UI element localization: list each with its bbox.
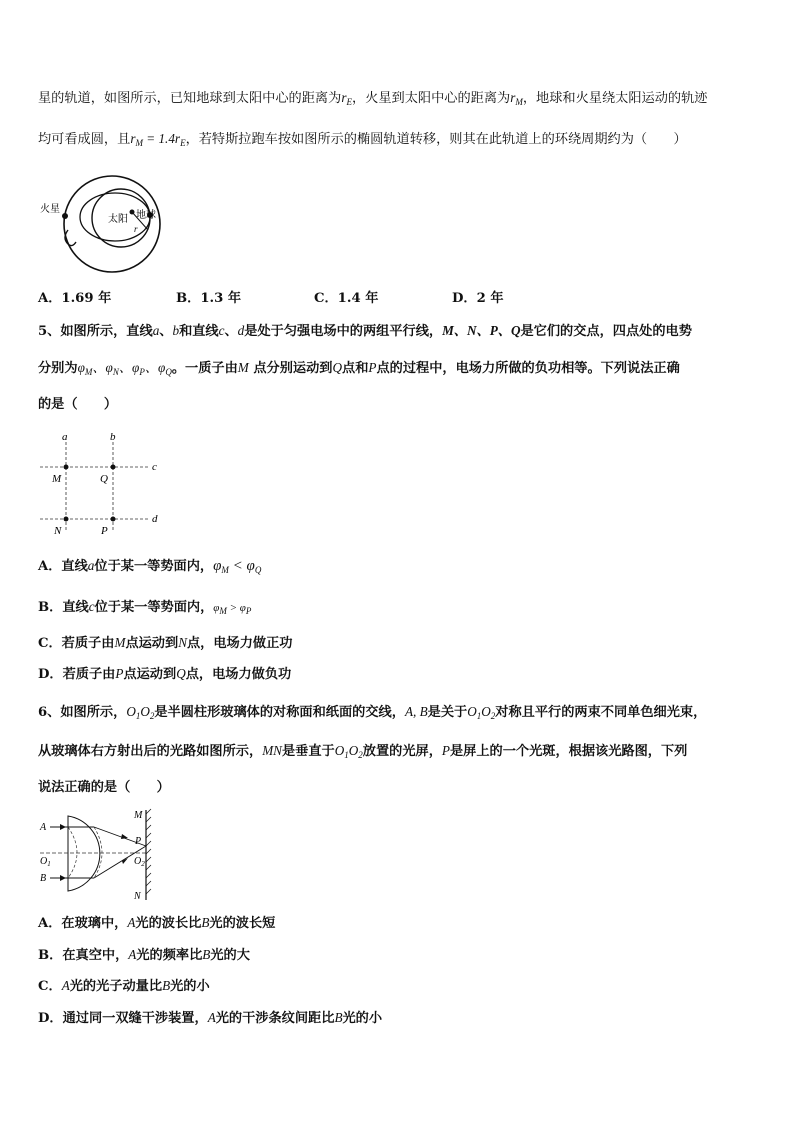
math-rE: $r_E$: [341, 90, 352, 107]
q6-optics-figure: [38, 806, 168, 906]
math-MN: MN: [262, 743, 282, 758]
q6-opt-text: 光的小: [342, 1011, 383, 1026]
q4-option-d[interactable]: D．2 年: [452, 291, 504, 306]
q5-opt-text: 点，电场力做正功: [186, 636, 293, 651]
math-B: B: [334, 1010, 343, 1025]
arrow-B: [60, 875, 66, 881]
label-M: M: [52, 473, 62, 485]
math-P: P: [115, 666, 124, 681]
math-B: B: [202, 947, 211, 962]
q4-stem-line-1: [38, 89, 707, 111]
label-M: M: [134, 810, 143, 821]
math-b: b: [172, 323, 180, 338]
q6-opt-text: D．通过同一双缝干涉装置，: [38, 1011, 208, 1026]
q5-text: 是它们的交点，四点处的电势: [520, 324, 692, 339]
q6-text: 是关于: [427, 705, 468, 720]
q6-option-d[interactable]: [38, 1009, 382, 1028]
q6-opt-text: A．在玻璃中，: [38, 916, 128, 931]
math-M: M: [237, 360, 249, 375]
arrow-A: [60, 824, 66, 830]
label-P: P: [101, 525, 108, 537]
q5-opt-text: D．若质子由: [38, 667, 116, 682]
q5-text: 点和: [342, 361, 369, 376]
q4-option-a[interactable]: A．1.69 年: [38, 291, 112, 306]
q6-opt-text: 光的波长比: [135, 916, 202, 931]
q5-opt-text: C．若质子由: [38, 636, 115, 651]
label-O1: $O_1$: [40, 856, 51, 868]
label-N: N: [54, 525, 62, 537]
label-B: B: [40, 873, 47, 884]
q6-option-a[interactable]: [38, 914, 275, 933]
q6-text: 是垂直于: [281, 744, 335, 759]
math-O1O2: $O_1O_2$: [126, 704, 155, 721]
math-M: M: [114, 635, 126, 650]
q6-opt-text: 光的频率比: [136, 948, 203, 963]
q4-text: 均可看成圆，且: [38, 132, 131, 147]
q5-text: 点分别运动到: [248, 361, 333, 376]
q6-text: 放置的光屏，: [362, 744, 442, 759]
math-B: B: [162, 978, 171, 993]
math-P: P: [441, 743, 450, 758]
q6-opt-text: 光的波长短: [209, 916, 276, 931]
q6-opt-text: 光的小: [170, 979, 210, 994]
label-b: b: [110, 431, 116, 443]
q4-stem-line-2: [38, 130, 687, 152]
q4-orbit-figure: [36, 172, 176, 282]
q5-opt-text: 点运动到: [125, 636, 179, 651]
math-rM: $r_M$: [510, 90, 523, 107]
q4-text: ，若特斯拉跑车按如图所示的椭圆轨道转移，则其在此轨道上的环绕周期约为（ ）: [185, 132, 687, 147]
q4-option-c[interactable]: C．1.4 年: [314, 291, 379, 306]
math-O1O2: $O_1O_2$: [467, 704, 496, 721]
math-ineq: $\varphi_M > \varphi_P$: [213, 602, 252, 616]
q5-text: 和直线: [179, 324, 219, 339]
math-a: a: [87, 558, 95, 573]
q5-option-c[interactable]: [38, 634, 292, 653]
inner-dash-left: [68, 827, 77, 878]
q4-text: 星的轨道，如图所示，已知地球到太阳中心的距离为: [38, 91, 342, 106]
q5-opt-text: 位于某一等势面内，: [94, 559, 214, 574]
q5-stem-line-1: 5、如图所示，直线a、b和直线c、d是处于匀强电场中的两组平行线，M、N、P、Q是它们的交点，四点处的电势: [38, 323, 692, 339]
math-equation: $r_M = 1.4r_E$: [130, 131, 186, 148]
math-A: A: [128, 947, 137, 962]
q5-option-d[interactable]: [38, 665, 291, 684]
q5-option-a[interactable]: [38, 557, 261, 579]
q5-opt-text: 位于某一等势面内，: [94, 600, 214, 615]
r-label: r: [134, 224, 138, 234]
q6-stem-line-3: 说法正确的是（ ）: [38, 780, 170, 795]
label-P: P: [135, 836, 142, 847]
point-P: [111, 517, 116, 522]
math-ineq: $\varphi_M < \varphi_Q$: [213, 558, 262, 575]
mars-label: 火星: [40, 204, 60, 215]
q6-text: 从玻璃体右方射出后的光路如图所示，: [38, 744, 263, 759]
math-MNPQ: M、N、P、Q: [442, 323, 521, 338]
label-N: N: [134, 891, 141, 902]
q5-opt-text: A．直线: [38, 559, 88, 574]
q5-opt-text: 点，电场力做负功: [185, 667, 292, 682]
math-d: d: [237, 323, 245, 338]
q6-opt-text: 光的干涉条纹间距比: [215, 1011, 335, 1026]
math-AB: A, B: [404, 704, 428, 719]
math-potentials: $\varphi_M$、$\varphi_N$、$\varphi_P$、$\varphi_Q$: [77, 360, 172, 377]
q5-text: 5、如图所示，直线: [38, 324, 153, 339]
q6-option-b[interactable]: [38, 946, 250, 965]
earth-label: 地球: [136, 210, 156, 221]
math-N: N: [178, 635, 187, 650]
math-c: c: [88, 599, 95, 614]
math-A: A: [207, 1010, 216, 1025]
label-A: A: [40, 822, 47, 833]
q5-option-b[interactable]: [38, 598, 251, 620]
math-A: A: [61, 978, 70, 993]
q4-option-b[interactable]: B．1.3 年: [176, 291, 242, 306]
q5-text: 是处于匀强电场中的两组平行线，: [244, 324, 443, 339]
q5-opt-text: 点运动到: [123, 667, 177, 682]
q6-opt-text: C．: [38, 979, 62, 994]
mars-dot: [62, 213, 68, 219]
label-c: c: [152, 461, 157, 473]
q6-text: 是半圆柱形玻璃体的对称面和纸面的交线，: [154, 705, 405, 720]
label-Q: Q: [100, 473, 108, 485]
q5-text: 分别为: [38, 361, 78, 376]
q5-stem-line-3: 的是（ ）: [38, 397, 118, 412]
q6-text: 6、如图所示，: [38, 705, 127, 720]
q6-stem-line-2: [38, 742, 687, 764]
q5-field-figure: [38, 430, 168, 540]
math-c: c: [218, 323, 225, 338]
label-O2: $O_2$: [134, 856, 145, 868]
q6-text: 对称且平行的两束不同单色细光束，: [495, 705, 707, 720]
point-N: [64, 517, 69, 522]
label-d: d: [152, 513, 158, 525]
math-O1O2: $O_1O_2$: [334, 743, 363, 760]
q5-text: 。一质子由: [171, 361, 238, 376]
point-M: [64, 465, 69, 470]
point-Q: [111, 465, 116, 470]
q6-stem-line-1: [38, 703, 706, 725]
screen-hatch: [146, 809, 151, 894]
q6-opt-text: B．在真空中，: [38, 948, 129, 963]
q6-opt-text: 光的光子动量比: [69, 979, 163, 994]
q6-text: 是屏上的一个光斑，根据该光路图，下列: [449, 744, 688, 759]
label-a: a: [62, 431, 68, 443]
q6-option-c[interactable]: [38, 977, 210, 996]
q5-opt-text: B．直线: [38, 600, 89, 615]
math-P: P: [368, 360, 377, 375]
math-A: A: [127, 915, 136, 930]
q5-stem-line-2: [38, 359, 680, 381]
q6-opt-text: 光的大: [210, 948, 250, 963]
sun-label: 太阳: [108, 214, 128, 225]
q4-text: ，地球和火星绕太阳运动的轨迹: [522, 91, 708, 106]
math-a-b: a: [152, 323, 160, 338]
math-Q: Q: [176, 666, 186, 681]
math-B: B: [201, 915, 210, 930]
q4-text: ，火星到太阳中心的距离为: [351, 91, 511, 106]
q5-text: 点的过程中，电场力所做的负功相等。下列说法正确: [376, 361, 680, 376]
arrow-A-out: [121, 834, 128, 839]
math-Q: Q: [332, 360, 343, 375]
